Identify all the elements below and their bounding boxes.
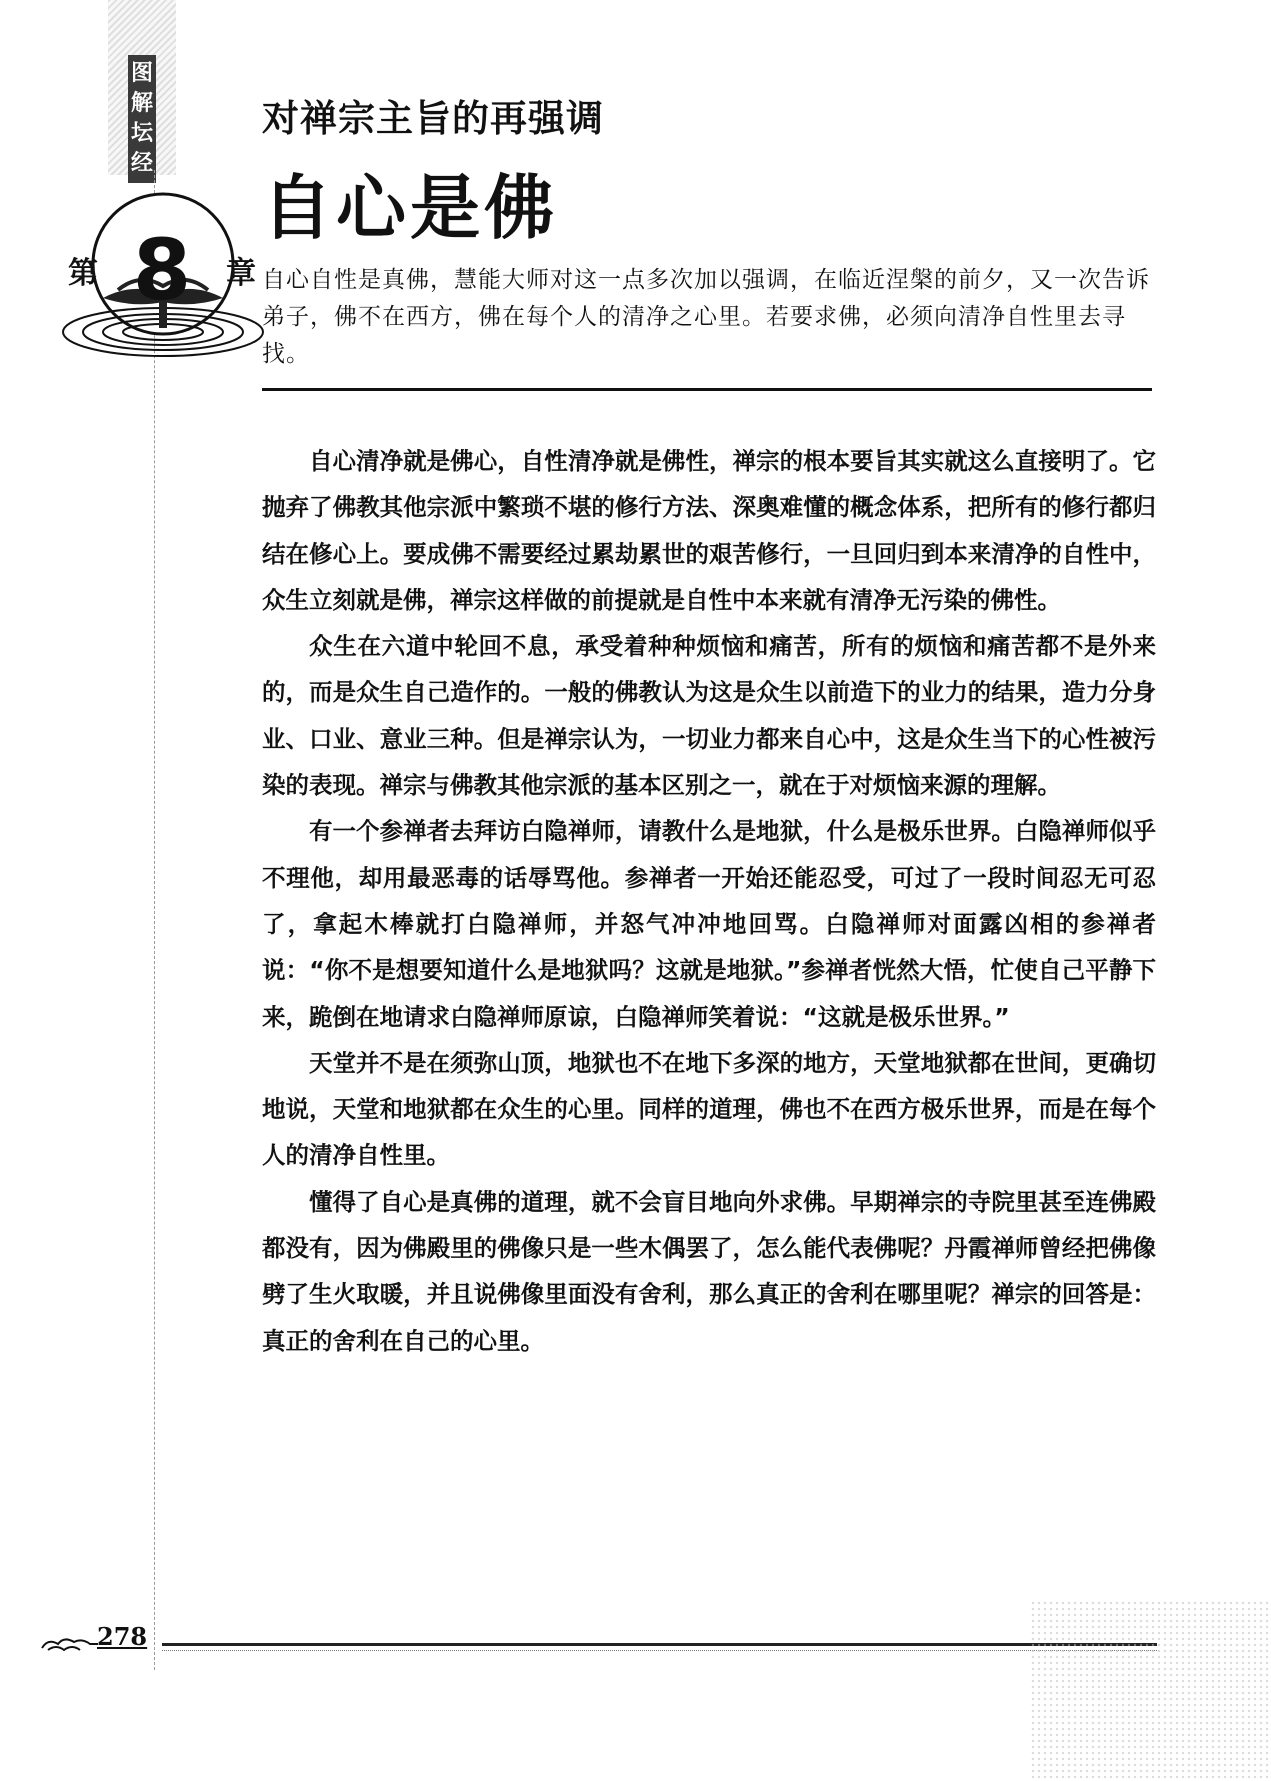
margin-dashed-rule [154, 170, 155, 1670]
chapter-suffix: 章 [225, 256, 256, 291]
paragraph: 懂得了自心是真佛的道理，就不会盲目地向外求佛。早期禅宗的寺院里甚至连佛殿都没有，因为佛殿里的佛像只是一些木偶罢了，怎么能代表佛呢？丹霞禅师曾经把佛像劈了生火取暖，并且说佛像里面没有舍利，那么真正的舍利在哪里呢？禅宗的回答是：真正的舍利在自己的心里。 [262, 1187, 1156, 1355]
paragraph: 天堂并不是在须弥山顶，地狱也不在地下多深的地方，天堂地狱都在世间，更确切地说，天堂和地狱都在众生的心里。同样的道理，佛也不在西方极乐世界，而是在每个人的清净自性里。 [262, 1048, 1156, 1170]
chapter-title: 自心是佛 [262, 167, 558, 249]
paragraph: 自心清净就是佛心，自性清净就是佛性，禅宗的根本要旨其实就这么直接明了。它抛弃了佛教其他宗派中繁琐不堪的修行方法、深奥难懂的概念体系，把所有的修行都归结在修心上。要成佛不需要经过累劫累世的艰苦修行，一旦回归到本来清净的自性中，众生立刻就是佛，禅宗这样做的前提就是自性中本来就有清净无污染的佛性。 [262, 447, 1156, 614]
chapter-digit: 8 [132, 221, 192, 319]
paragraph: 众生在六道中轮回不息，承受着种种烦恼和痛苦，所有的烦恼和痛苦都不是外来的，而是众生自己造作的。一般的佛教认为这是众生以前造下的业力的结果，造力分身业、口业、意业三种。但是禅宗认为，一切业力都来自心中，这是众生当下的心性被污染的表现。禅宗与佛教其他宗派的基本区别之一，就在于对烦恼来源的理解。 [262, 632, 1156, 800]
chapter-prefix: 第 [68, 256, 98, 291]
body-text [262, 438, 1156, 1364]
paragraph: 有一个参禅者去拜访白隐禅师，请教什么是地狱，什么是极乐世界。白隐禅师似乎不理他，却用最恶毒的话辱骂他。参禅者一开始还能忍受，可过了一段时间忍无可忍了，拿起木棒就打白隐禅师，并怒气冲冲地回骂。白隐禅师对面露凶相的参禅者说：“你不是想要知道什么是地狱吗？这就是地狱。”参禅者恍然大悟，忙使自己平静下来，跪倒在地请求白隐禅师原谅，白隐禅师笑着说：“这就是极乐世界。” [262, 817, 1156, 1031]
footer-divider [162, 1643, 1157, 1646]
book-series-label: 图解坛经 [128, 55, 156, 183]
footer-divider-dotted [162, 1650, 1157, 1651]
chapter-number [62, 222, 262, 318]
scan-speckle [1031, 1601, 1271, 1781]
lead-divider [262, 388, 1152, 391]
page-number: 278 [97, 1622, 148, 1651]
chapter-subtitle: 对禅宗主旨的再强调 [262, 96, 604, 140]
chapter-lead: 自心自性是真佛，慧能大师对这一点多次加以强调，在临近涅槃的前夕，又一次告诉弟子，佛不在西方，佛在每个人的清净之心里。若要求佛，必须向清净自性里去寻找。 [262, 267, 1150, 367]
